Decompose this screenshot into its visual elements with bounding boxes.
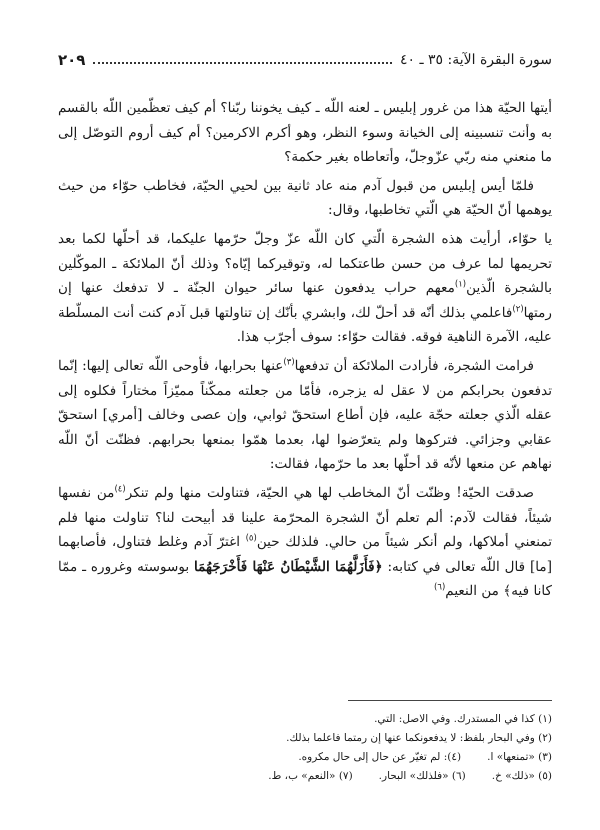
footnotes [58, 710, 552, 786]
footnote-ref-6: (٦) [434, 582, 446, 593]
running-title: سورة البقرة الآية: ٣٥ ـ ٤٠ [399, 52, 552, 68]
footnote-7: (٧) «النعم» ب، ط. [268, 770, 353, 782]
paragraph-5: صدقت الحيّة! وظنّت أنّ المخاطب لها هي الحيّة، فتناولت منها ولم تنكر$^{(٤)}$من نفسها شيئاً، فقالت لآدم: ألم تعلم أنّ الشجرة المحرّمة علينا قد أبيحت لنا؟ تناولت منها فلم تمنعني أملاكها، ولم أنكر شيئاً من حالي. فلذلك حين$^{(٥)}$ اغترّ آدم وغلط فتناول، فأصابهما [ما] قال اللّه تعالى في كتابه: ﴿فَأَزَلَّهُمَا الشَّيْطَانُ عَنْهَا فَأَخْرَجَهُمَا بوسوسته وغروره ـ ممّا كانا فيه﴾ من النعيم$^{(٦)}$ [58, 484, 552, 600]
footnote-5: (٥) «ذلك» خ. [491, 770, 552, 782]
quran-quote: ﴿فَأَزَلَّهُمَا الشَّيْطَانُ عَنْهَا فَأَخْرَجَهُمَا [194, 558, 383, 575]
paragraph-3: يا حوّاء، أرأيت هذه الشجرة الّتي كان اللّه عزّ وجلّ حرّمها عليكما، قد أحلّها لكما بعد تحريمها لما عرف من حسن طاعتكما له، وتوقيركما إيّاه؟ وذلك أنّ الملائكة ـ الموكّلين بالشجرة الّذين$^{(١)}$معهم حراب يدفعون عنها سائر حيوان الجنّة ـ لا تدفعك عنها إن رمتها$^{(٢)}$فاعلمي بذلك أنّه قد أحلّ لك، وابشري بأنّك إن تناولتها قبل آدم كنت أنت المسلّطة عليه، الآمرة الناهية فوقه. فقالت حوّاء: سوف أجرّب هذا. [58, 230, 552, 346]
dotted-leader [93, 62, 391, 64]
footnote-separator [348, 700, 552, 701]
footnote-row-3-4 [58, 748, 552, 767]
footnote-2: (٢) وفي البحار بلفظ: لا يدفعونكما عنها إن رمتما فاعلما بذلك. [286, 732, 552, 744]
document-page [58, 48, 552, 808]
footnote-ref-4: (٤) [114, 484, 126, 495]
footnote-ref-3: (٣) [283, 357, 295, 368]
footnote-ref-2: (٢) [512, 304, 524, 315]
page-number: ٢٠٩ [58, 51, 86, 69]
paragraph-2: فلمّا أيس إبليس من قبول آدم منه عاد ثانية بين لحيي الحيّة، فخاطب حوّاء من حيث يوهمها أنّ الحيّة هي الّتي تخاطبها، وقال: [58, 177, 552, 219]
footnote-6: (٦) «فلذلك» البحار. [378, 770, 466, 782]
footnote-ref-1: (١) [454, 279, 467, 290]
footnote-4: (٤): لم تغيّر عن حال إلى حال مكروه. [298, 751, 462, 763]
footnote-3: (٣) «تمنعها» ا. [487, 751, 552, 763]
footnote-1: (١) كذا في المستدرك. وفي الاصل: التي. [374, 713, 552, 725]
footnote-ref-5: (٥) [245, 533, 257, 544]
paragraph-1: أيتها الحيّة هذا من غرور إبليس ـ لعنه اللّه ـ كيف يخوننا ربّنا؟ أم كيف تعظّمين اللّه بالقسم به وأنت تنسبينه إلى الخيانة وسوء النظر، وهو أكرم الاكرمين؟ أم كيف أروم التوصّل إلى ما منعني منه ربّي عزّوجلّ، وأتعاطاه بغير حكمة؟ [58, 100, 552, 166]
paragraph-4: فرامت الشجرة، فأرادت الملائكة أن تدفعها$^{(٣)}$عنها بحرابها، فأوحى اللّه تعالى إليها: إنّما تدفعون بحرابكم من لا عقل له يزجره، فأمّا من جعلته ممكّناً مميّزاً مختاراً فكلوه إلى عقله الّذي جعلته حجّة عليه، فإن أطاع استحقّ ثوابي، وإن عصى وخالف [أمري] استحقّ عقابي وجزائي. فتركوها ولم يتعرّضوا لها، بعدما همّوا بمنعها بحرابهم. فظنّت أنّ اللّه نهاهم عن منعها لأنّه قد أحلّها بعد ما حرّمها، فقالت: [58, 357, 552, 473]
body-text [58, 96, 552, 604]
page-header [58, 48, 552, 72]
footnote-row-5-7 [58, 767, 552, 786]
